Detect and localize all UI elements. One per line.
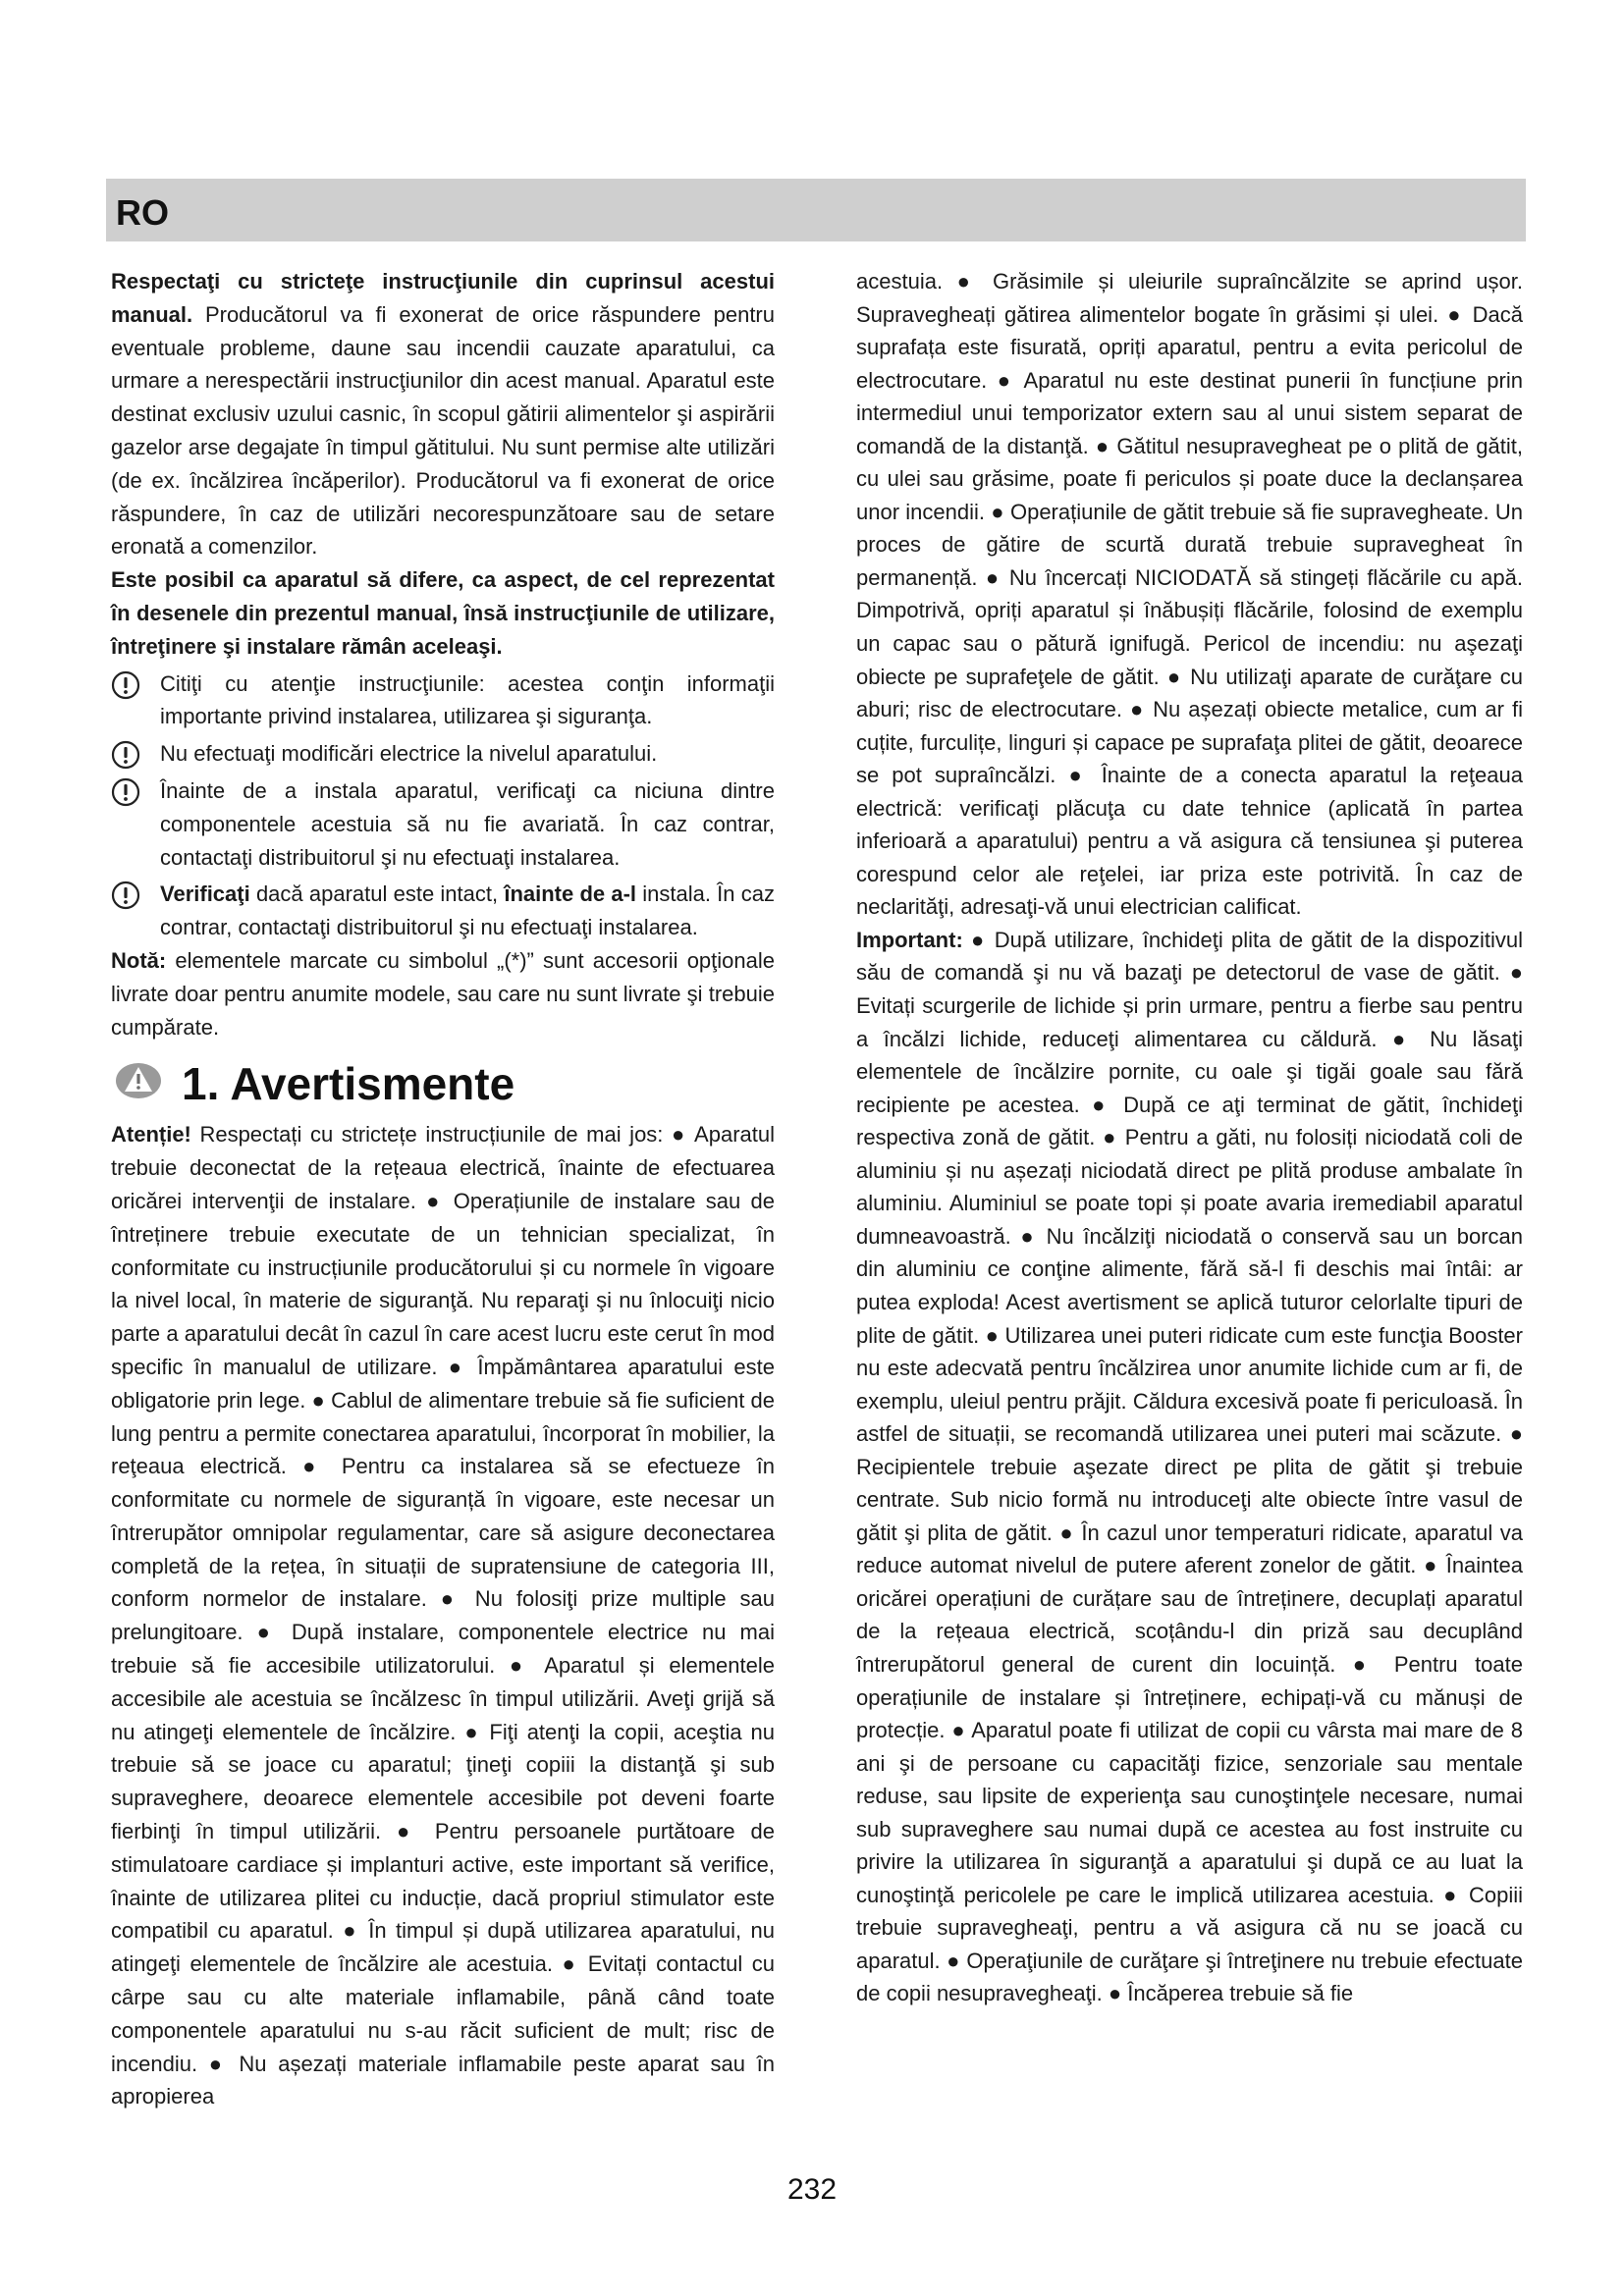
exclamation-circle-icon: [111, 740, 140, 770]
intro-paragraph: Respectaţi cu stricteţe instrucţiunile din cuprinsul acestui manual. Producătorul va fi exonerat de orice răspundere pentru eventuale probleme, daune sau incendii cauzate aparatului, ca urmare a nerespectării instrucţiunilor din acest manual. Aparatul este destinat exclusiv uzului casnic, în scopul gătirii alimentelor şi aspirării gazelor arse degajate în timpul gătitului. Nu sunt permise alte utilizări (de ex. încălzirea încăperilor). Producătorul va fi exonerat de orice răspundere, în caz de utilizări necorespunzătoare sau de setare eronată a comenzilor.: [111, 269, 775, 560]
page-number: 232: [786, 2173, 838, 2206]
notice-item: [111, 878, 775, 944]
right-column: [856, 265, 1523, 2010]
notice-item: [111, 737, 775, 771]
language-code: RO: [116, 192, 169, 233]
design-note: Este posibil ca aparatul să difere, ca aspect, de cel reprezentat în desenele din prezentul manual, însă instrucţiunile de utilizare, întreţinere şi instalare rămân aceleaşi.: [111, 567, 775, 659]
warnings-right-paragraph-2: Important: ● După utilizare, închideţi plita de gătit de la dispozitivul său de comandă şi nu vă bazaţi pe detectorul de vase de gătit. ● Evitați scurgerile de lichide și prin urmare, pentru a fierbe sau pentru a încălzi lichide, reduceţi alimentarea cu căldură. ● Nu lăsaţi elementele de încălzire pornite, cu oale şi tigăi goale sau fără recipiente pe acestea. ● După ce aţi terminat de gătit, închideţi respectiva zonă de gătit. ● Pentru a găti, nu folosiți niciodată coli de aluminiu și nu așezați niciodată direct pe plită produse ambalate în aluminiu. Aluminiul se poate topi și poate avaria iremediabil aparatul dumneavoastră. ● Nu încălziţi niciodată o conservă sau un borcan din aluminiu ce conţine alimente, fără să-l fi deschis mai întâi: ar putea exploda! Acest avertisment se aplică tuturor celorlalte tipuri de plite de gătit. ● Utilizarea unei puteri ridicate cum este funcţia Booster nu este adecvată pentru încălzirea unor anumite lichide cum ar fi, de exemplu, uleiul pentru prăjit. Căldura excesivă poate fi periculoasă. În astfel de situații, se recomandă utilizarea unei puteri mai scăzute. ● Recipientele trebuie aşezate direct pe plita de gătit şi trebuie centrate. Sub nicio formă nu introduceţi alte obiecte între vasul de gătit şi plita de gătit. ● În cazul unor temperaturi ridicate, aparatul va reduce automat nivelul de putere aferent zonelor de gătit. ● Înaintea oricărei operațiuni de curățare sau de întreținere, decuplați aparatul de la rețeaua electrică, scoțându-l din priză sau decuplând întrerupătorul general de curent din locuință. ● Pentru toate operațiunile de instalare și întreținere, echipați-vă cu mănuși de protecție. ● Aparatul poate fi utilizat de copii cu vârsta mai mare de 8 ani şi de persoane cu capacităţi fizice, senzoriale sau mentale reduse, sau lipsite de experienţa sau cunoştinţele necesare, numai sub supraveghere sau numai după ce acestea au fost instruite cu privire la utilizarea în siguranţă a aparatului şi după ce au luat la cunoştinţă pericolele pe care le implică utilizarea acestuia. ● Copiii trebuie supravegheaţi, pentru a vă asigura că nu se joacă cu aparatul. ● Operaţiunile de curăţare şi întreţinere nu trebuie efectuate de copii nesupravegheaţi. ● Încăperea trebuie să fie: [856, 927, 1523, 2006]
notice-text: Verificaţi dacă aparatul este intact, înainte de a-l instala. În caz contrar, contactaţi distribuitorul şi nu efectuaţi instalarea.: [160, 881, 775, 940]
exclamation-circle-icon: [111, 881, 140, 910]
warning-triangle-icon: [115, 1061, 162, 1100]
section-heading: [111, 1053, 775, 1116]
notice-text: Nu efectuaţi modificări electrice la nivelul aparatului.: [160, 741, 658, 767]
warnings-right-paragraph-1: acestuia. ● Grăsimile și uleiurile supraîncălzite se aprind ușor. Supravegheați gătirea alimentelor bogate în grăsimi și ulei. ● Dacă suprafața este fisurată, opriți aparatul, pentru a evita pericolul de electrocutare. ● Aparatul nu este destinat punerii în funcțiune prin intermediul unui temporizator extern sau al unui sistem separat de comandă de la distanţă. ● Gătitul nesupravegheat pe o plită de gătit, cu ulei sau grăsime, poate fi periculos și poate duce la declanșarea unor incendii. ● Operațiunile de gătit trebuie să fie supravegheate. Un proces de gătire de scurtă durată trebuie supravegheat în permanență. ● Nu încercați NICIODATĂ să stingeți flăcările cu apă. Dimpotrivă, opriți aparatul și înăbușiți flăcările, folosind de exemplu un capac sau o pătură ignifugă. Pericol de incendiu: nu aşezaţi obiecte pe suprafeţele de gătit. ● Nu utilizaţi aparate de curăţare cu aburi; risc de electrocutare. ● Nu așezați obiecte metalice, cum ar fi cuțite, furculițe, linguri și capace pe suprafaţa plitei de gătit, deoarece se pot supraîncălzi. ● Înainte de a conecta aparatul la reţeaua electrică: verificaţi plăcuţa cu date tehnice (aplicată în partea inferioară a aparatului) pentru a vă asigura că tensiunea şi puterea corespund celor ale reţelei, iar priza este potrivită. În caz de neclarităţi, adresaţi-vă unui electrician calificat.: [856, 269, 1523, 920]
section-title: 1. Avertismente: [182, 1058, 515, 1110]
notice-text: Înainte de a instala aparatul, verificaţi ca niciuna dintre componentele acestuia să nu fie avariată. În caz contrar, contactaţi distribuitorul şi nu efectuaţi instalarea.: [160, 777, 775, 870]
nota-paragraph: Notă: elementele marcate cu simbolul „(*)” sunt accesorii opţionale livrate doar pentru anumite modele, sau care nu sunt livrate şi trebuie cumpărate.: [111, 947, 775, 1040]
notice-item: [111, 774, 775, 874]
language-header-bar: [106, 179, 1526, 241]
exclamation-circle-icon: [111, 670, 140, 700]
notice-item: [111, 667, 775, 734]
exclamation-circle-icon: [111, 777, 140, 807]
left-column: [111, 265, 775, 2113]
warnings-left-paragraph: Atenție! Respectați cu strictețe instrucțiunile de mai jos: ● Aparatul trebuie deconectat de la rețeaua electrică, înainte de efectuarea oricărei intervenţii de instalare. ● Operațiunile de instalare sau de întreținere trebuie executate de un tehnician specializat, în conformitate cu instrucțiunile producătorului și cu normele în vigoare la nivel local, în materie de siguranţă. Nu reparaţi şi nu înlocuiţi nicio parte a aparatului decât în cazul în care acest lucru este cerut în mod specific în manualul de utilizare. ● Împământarea aparatului este obligatorie prin lege. ● Cablul de alimentare trebuie să fie suficient de lung pentru a permite conectarea aparatului, încorporat în mobilier, la reţeaua electrică. ● Pentru ca instalarea să se efectueze în conformitate cu normele de siguranță în vigoare, este necesar un întrerupător omnipolar regulamentar, care să asigure deconectarea completă de la rețea, în situații de supratensiune de categoria III, conform normelor de instalare. ● Nu folosiţi prize multiple sau prelungitoare. ● După instalare, componentele electrice nu mai trebuie să fie accesibile utilizatorului. ● Aparatul și elementele accesibile ale acestuia se încălzesc în timpul utilizării. Aveţi grijă să nu atingeţi elementele de încălzire. ● Fiţi atenţi la copii, aceştia nu trebuie să se joace cu aparatul; ţineţi copiii la distanţă şi sub supraveghere, deoarece elementele accesibile pot deveni foarte fierbinţi în timpul utilizării. ● Pentru persoanele purtătoare de stimulatoare cardiace și implanturi active, este important să verifice, înainte de utilizarea plitei cu inducție, dacă propriul stimulator este compatibil cu aparatul. ● În timpul și după utilizarea aparatului, nu atingeţi elementele de încălzire ale acestuia. ● Evitați contactul cu cârpe sau cu alte materiale inflamabile, până când toate componentele aparatului nu s-au răcit suficient de mult; risc de incendiu. ● Nu așezați materiale inflamabile peste aparat sau în apropierea: [111, 1122, 775, 2109]
notice-text: Citiţi cu atenţie instrucţiunile: acestea conţin informaţii importante privind instalarea, utilizarea şi siguranţa.: [160, 670, 775, 729]
